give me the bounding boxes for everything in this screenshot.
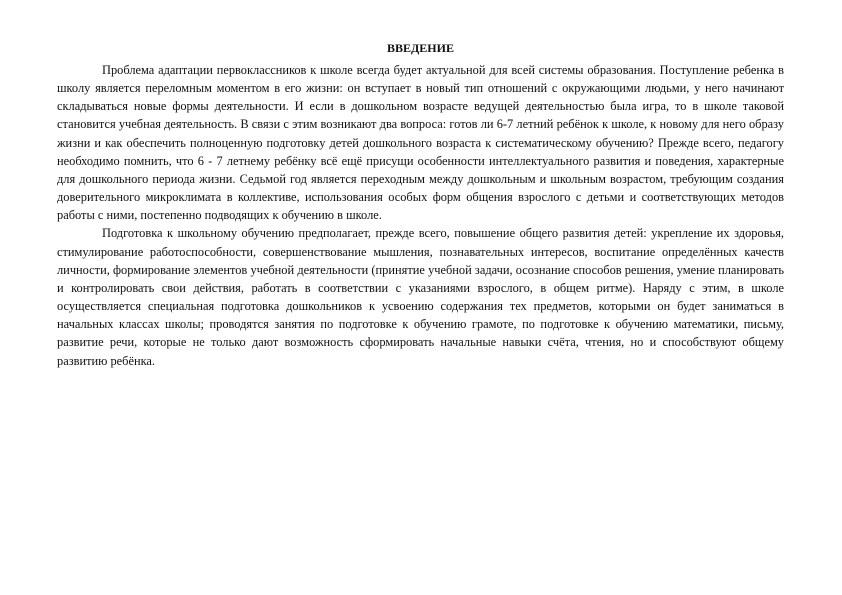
- document-body: [57, 40, 784, 370]
- paragraph-preparation: Подготовка к школьному обучению предполагает, прежде всего, повышение общего развития детей: укрепление их здоровья, стимулирование работоспособности, совершенствование мышления, познавательных интересов, воспитание определённых качеств личности, формирование элементов учебной деятельности (принятие учебной задачи, осознание способов решения, умение планировать и контролировать свои действия, работать в соответствии с указаниями взрослого, в общем ритме). Наряду с этим, в школе осуществляется специальная подготовка дошкольников к усвоению содержания тех предметов, которыми он будет заниматься в начальных классах школы; проводятся занятия по подготовке к обучению грамоте, по подготовке к обучению математики, письму, развитие речи, которые не только дают возможность сформировать начальные навыки счёта, чтения, но и способствуют общему развитию ребёнка.: [57, 226, 784, 368]
- document-title: ВВЕДЕНИЕ: [387, 41, 454, 55]
- paragraph-adaptation: Проблема адаптации первоклассников к школе всегда будет актуальной для всей системы образования. Поступление ребенка в школу является переломным моментом в его жизни: он вступает в новый тип отношений с окружающими людьми, у него начинают складываться новые формы деятельности. И если в дошкольном возрасте ведущей деятельностью была игра, то в школе таковой становится учебная деятельность. В связи с этим возникают два вопроса: готов ли 6-7 летний ребёнок к школе, к новому для него образу жизни и как обеспечить полноценную подготовку детей дошкольного возраста к систематическому обучению? Прежде всего, педагогу необходимо помнить, что 6 - 7 летнему ребёнку всё ещё присущи особенности интеллектуального развития и поведения, характерные для дошкольного периода жизни. Седьмой год является переходным между дошкольным и школьным возрастом, требующим создания доверительного микроклимата в коллективе, использования особых форм общения взрослого с детьми и соответствующих методов работы с ними, постепенно подводящих к обучению в школе.: [57, 63, 784, 223]
